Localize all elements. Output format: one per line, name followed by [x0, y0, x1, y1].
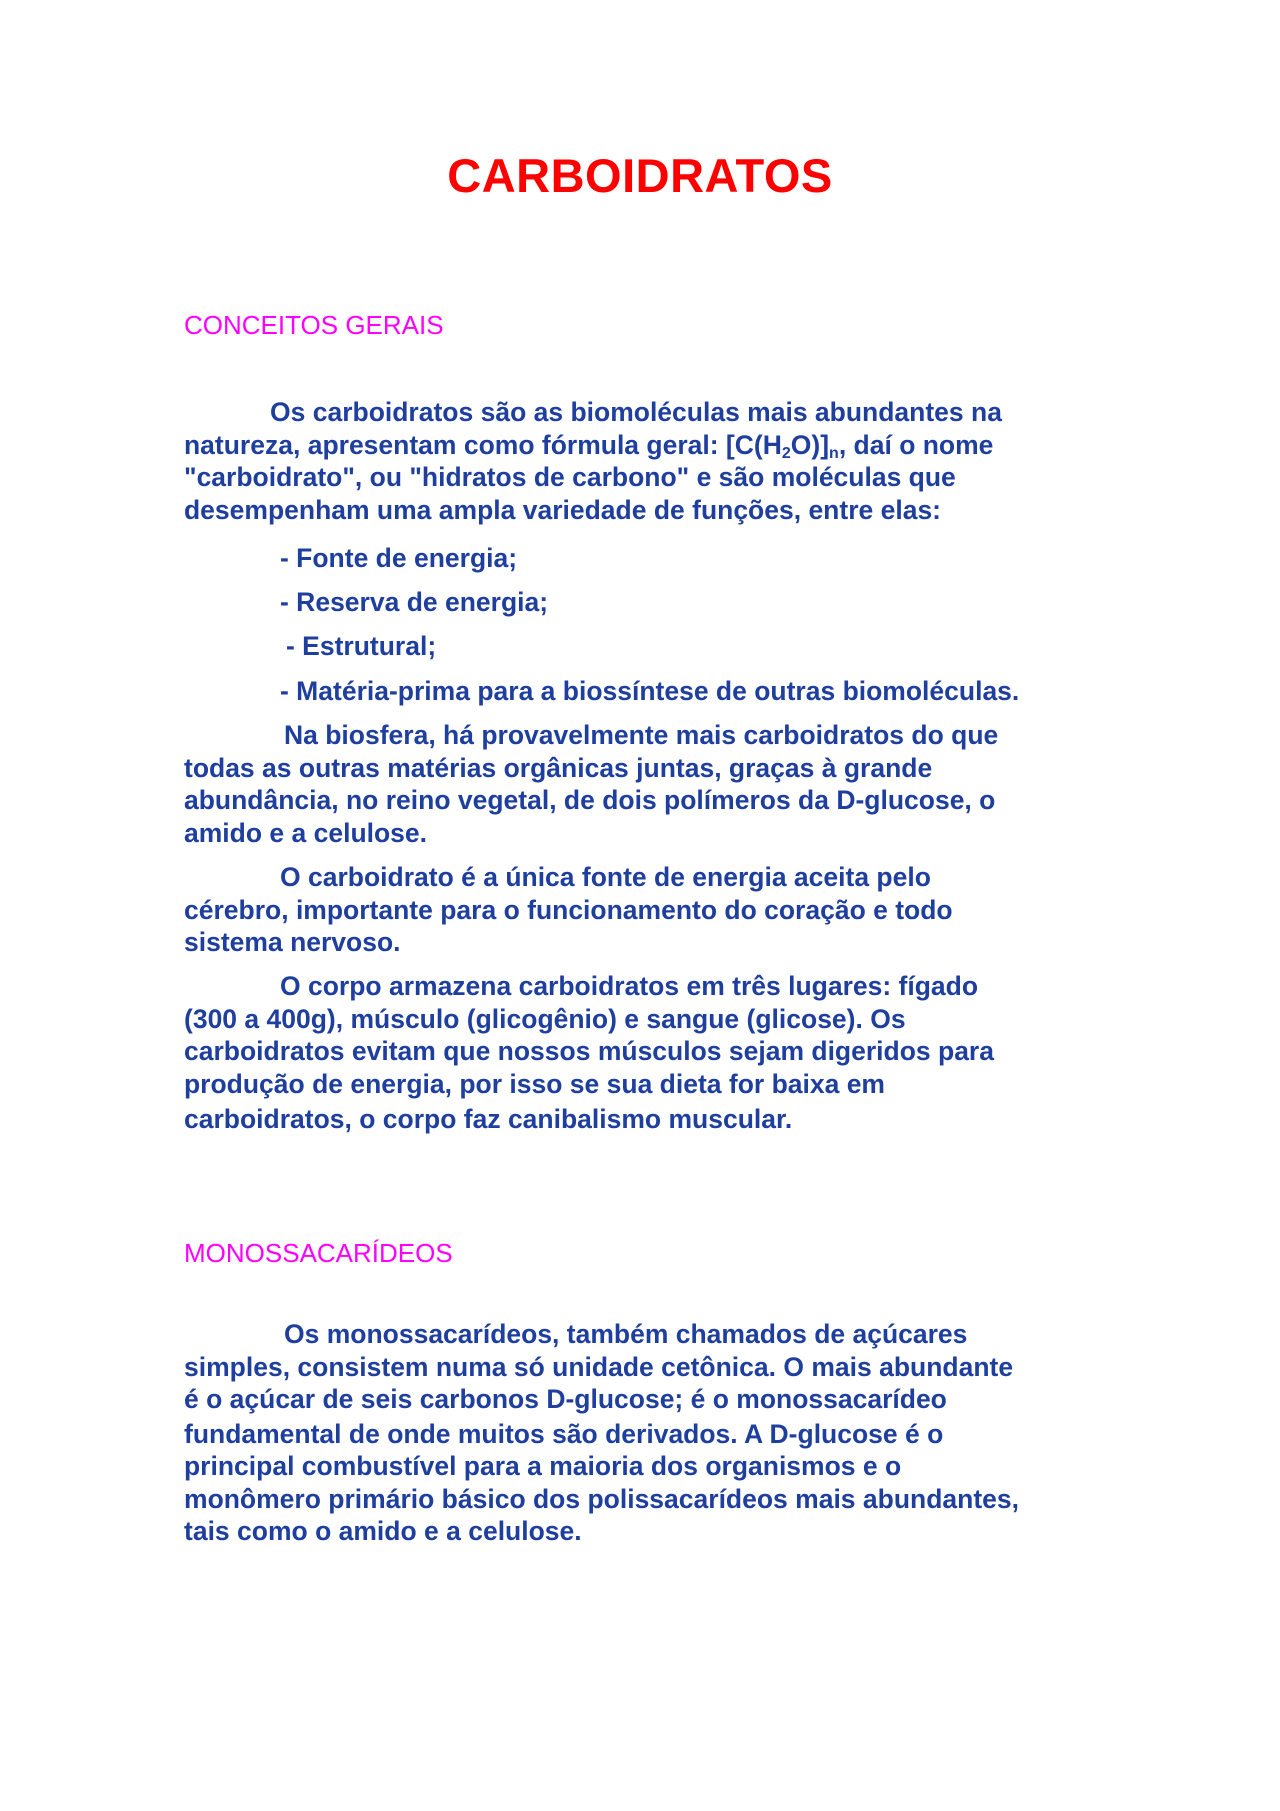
- list-item-materia-prima: - Matéria-prima para a biossíntese de outras biomoléculas.: [280, 676, 1020, 706]
- paragraph-biosfera: [184, 719, 1104, 849]
- paragraph-line: todas as outras matérias orgânicas juntas, graças à grande: [184, 752, 933, 783]
- intro-paragraph: [184, 396, 1104, 526]
- document-title: CARBOIDRATOS: [447, 149, 833, 202]
- paragraph-armazenamento: [184, 970, 1104, 1136]
- paragraph-line: Os monossacarídeos, também chamados de açúcares: [284, 1319, 968, 1349]
- intro-line-4: desempenham uma ampla variedade de funções, entre elas:: [184, 494, 942, 525]
- paragraph-line: principal combustível para a maioria dos organismos e o: [184, 1451, 902, 1481]
- paragraph-line: produção de energia, por isso se sua dieta for baixa em: [184, 1068, 885, 1099]
- paragraph-monossacarideos: [184, 1318, 1104, 1548]
- paragraph-line: simples, consistem numa só unidade cetônica. O mais abundante: [184, 1351, 1014, 1382]
- intro-line-2: [184, 429, 1104, 462]
- paragraph-line: tais como o amido e a celulose.: [184, 1516, 582, 1546]
- paragraph-line: carboidratos evitam que nossos músculos sejam digeridos para: [184, 1036, 994, 1066]
- paragraph-line: cérebro, importante para o funcionamento do coração e todo: [184, 894, 953, 925]
- intro-line-2-text-c: , daí o nome: [838, 429, 994, 460]
- paragraph-line: Na biosfera, há provavelmente mais carboidratos do que: [284, 720, 999, 750]
- list-item-estrutural: - Estrutural;: [286, 631, 437, 661]
- paragraph-line: O corpo armazena carboidratos em três lugares: fígado: [280, 971, 979, 1001]
- paragraph-line: (300 a 400g), músculo (glicogênio) e sangue (glicose). Os: [184, 1003, 906, 1034]
- paragraph-line: monômero primário básico dos polissacarídeos mais abundantes,: [184, 1483, 1019, 1514]
- section-heading-monossacarideos: MONOSSACARÍDEOS: [184, 1238, 453, 1268]
- list-item-reserva-energia: - Reserva de energia;: [280, 587, 549, 617]
- paragraph-line: sistema nervoso.: [184, 927, 401, 957]
- paragraph-line: carboidratos, o corpo faz canibalismo muscular.: [184, 1104, 793, 1134]
- formula-subscript-2: 2: [781, 444, 791, 462]
- list-item-fonte-energia: - Fonte de energia;: [280, 543, 518, 573]
- intro-line-3: "carboidrato", ou "hidratos de carbono" e são moléculas que: [184, 462, 956, 492]
- paragraph-line: amido e a celulose.: [184, 817, 428, 848]
- paragraph-line: O carboidrato é a única fonte de energia aceita pelo: [280, 862, 931, 892]
- formula-subscript-n: n: [829, 444, 839, 462]
- paragraph-line: é o açúcar de seis carbonos D-glucose; é o monossacarídeo: [184, 1384, 947, 1414]
- intro-line-2-text-a: natureza, apresentam como fórmula geral: [C(H: [184, 429, 782, 460]
- paragraph-line: fundamental de onde muitos são derivados. A D-glucose é o: [184, 1418, 944, 1449]
- paragraph-cerebro: [184, 861, 1104, 959]
- intro-line-2-text-b: O)]: [790, 429, 830, 460]
- intro-line-1: Os carboidratos são as biomoléculas mais abundantes na: [270, 397, 1002, 427]
- section-heading-conceitos-gerais: CONCEITOS GERAIS: [184, 310, 444, 340]
- paragraph-line: abundância, no reino vegetal, de dois polímeros da D-glucose, o: [184, 785, 996, 815]
